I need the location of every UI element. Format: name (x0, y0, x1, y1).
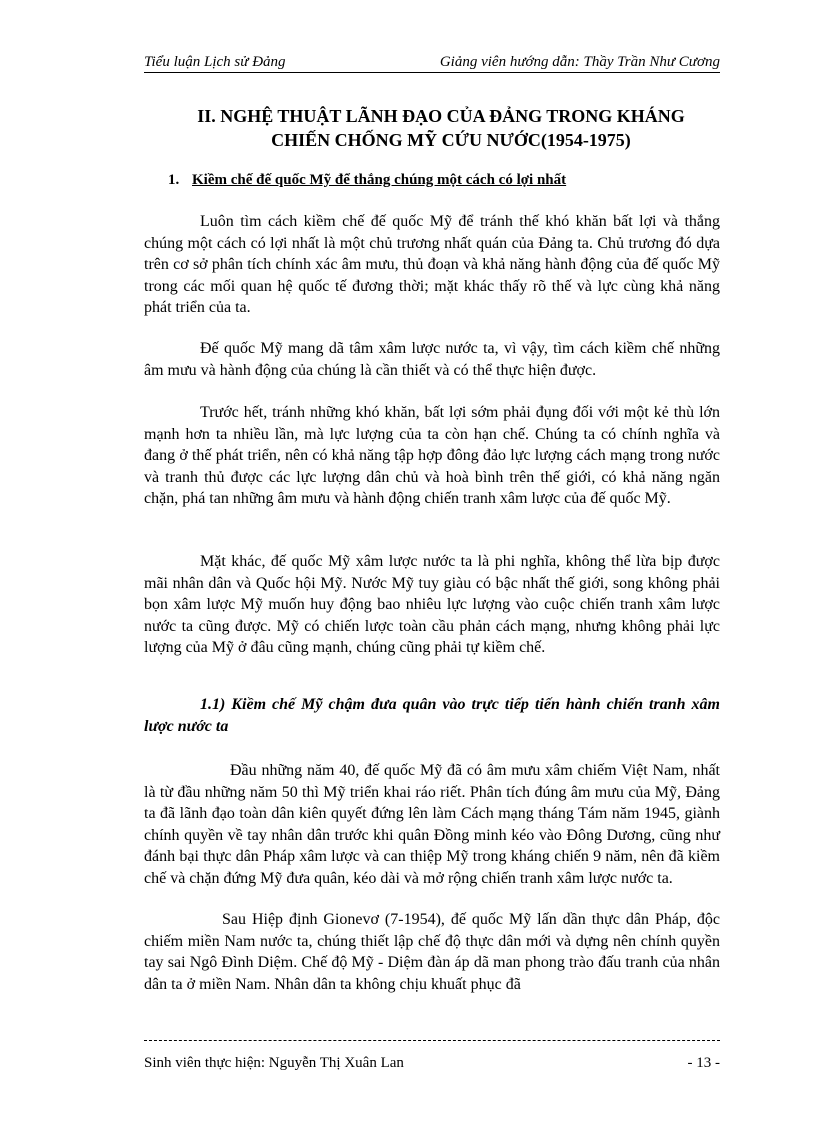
paragraph-5: Đầu những năm 40, đế quốc Mỹ đã có âm mưu xâm chiếm Việt Nam, nhất là từ đầu những năm 50 thì Mỹ triển khai ráo riết. Phân tích đúng âm mưu của Mỹ, Đảng ta đã lãnh đạo toàn dân kiên quyết đứng lên làm Cách mạng tháng Tám năm 1945, giành chính quyền về tay nhân dân trước khi quân Đồng minh kéo vào Đông Dương, cũng như đánh bại thực dân Pháp xâm lược và can thiệp Mỹ trong kháng chiến 9 năm, nên đã kiềm chế và chặn đứng Mỹ đưa quân, kéo dài và mở rộng chiến tranh xâm lược nước ta. (144, 762, 720, 887)
paragraph-1: Luôn tìm cách kiềm chế đế quốc Mỹ để tránh thế khó khăn bất lợi và thắng chúng một cách có lợi nhất là một chủ trương nhất quán của Đảng ta. Chủ trương đó dựa trên cơ sở phân tích chính xác âm mưu, thủ đoạn và khả năng hành động của đế quốc Mỹ trong các mối quan hệ quốc tế đương thời; mặt khác thấy rõ thế và lực cùng khả năng phát triển của ta. (144, 213, 720, 317)
chapter-title-text1: NGHỆ THUẬT LÃNH ĐẠO CỦA ĐẢNG TRONG KHÁNG (220, 106, 685, 126)
section-heading (168, 172, 708, 189)
subsection-heading: 1.1) Kiềm chế Mỹ chậm đưa quân vào trực tiếp tiến hành chiến tranh xâm lược nước ta (144, 696, 720, 735)
chapter-title-line1 (160, 104, 722, 128)
section-title: Kiềm chế đế quốc Mỹ để thắng chúng một cách có lợi nhất (192, 172, 567, 188)
chapter-title (160, 104, 722, 152)
page-header (144, 54, 720, 73)
paragraph-2: Đế quốc Mỹ mang dã tâm xâm lược nước ta, vì vậy, tìm cách kiềm chế những âm mưu và hành động của chúng là cần thiết và có thể thực hiện được. (144, 340, 720, 379)
paragraph-4: Mặt khác, đế quốc Mỹ xâm lược nước ta là phi nghĩa, không thể lừa bịp được mãi nhân dân và Quốc hội Mỹ. Nước Mỹ tuy giàu có bậc nhất thế giới, song không phải bọn xâm lược Mỹ muốn huy động bao nhiêu lực lượng vào cuộc chiến tranh xâm lược nước ta cũng được. Mỹ có chiến lược toàn cầu phản cách mạng, nhưng không phải lực lượng của Mỹ ở đâu cũng mạnh, chúng cũng phải tự kiềm chế. (144, 553, 720, 657)
paragraph-6: Sau Hiệp định Gionevơ (7-1954), đế quốc Mỹ lấn dần thực dân Pháp, độc chiếm miền Nam nước ta, chúng thiết lập chế độ thực dân mới và dựng nên chính quyền tay sai Ngô Đình Diệm. Chế độ Mỹ - Diệm đàn áp dã man phong trào đấu tranh của nhân dân ta ở miền Nam. Nhân dân ta không chịu khuất phục đã (144, 911, 720, 993)
footer-author: Sinh viên thực hiện: Nguyễn Thị Xuân Lan (144, 1055, 404, 1071)
footer-divider (144, 1040, 720, 1041)
paragraph-3: Trước hết, tránh những khó khăn, bất lợi sớm phải đụng đối với một kẻ thù lớn mạnh hơn ta nhiều lần, mà lực lượng của ta còn hạn chế. Chúng ta có chính nghĩa và đang ở thế phát triển, nên có khả năng tập hợp đông đảo lực lượng cách mạng trong nước và tranh thủ được các lực lượng dân chủ và hoà bình trên thế giới, có khả năng ngăn chặn, phá tan những âm mưu và hành động chiến tranh xâm lược của đế quốc Mỹ. (144, 404, 720, 508)
header-right: Giảng viên hướng dẫn: Thầy Trần Như Cương (439, 54, 720, 70)
chapter-number: II. (197, 106, 216, 126)
section-number: 1. (168, 172, 180, 188)
page-number: - 13 - (687, 1055, 720, 1071)
header-left: Tiểu luận Lịch sử Đảng (144, 54, 286, 70)
page-footer (144, 1055, 720, 1072)
chapter-title-line2: CHIẾN CHỐNG MỸ CỨU NƯỚC(1954-1975) (271, 130, 631, 150)
